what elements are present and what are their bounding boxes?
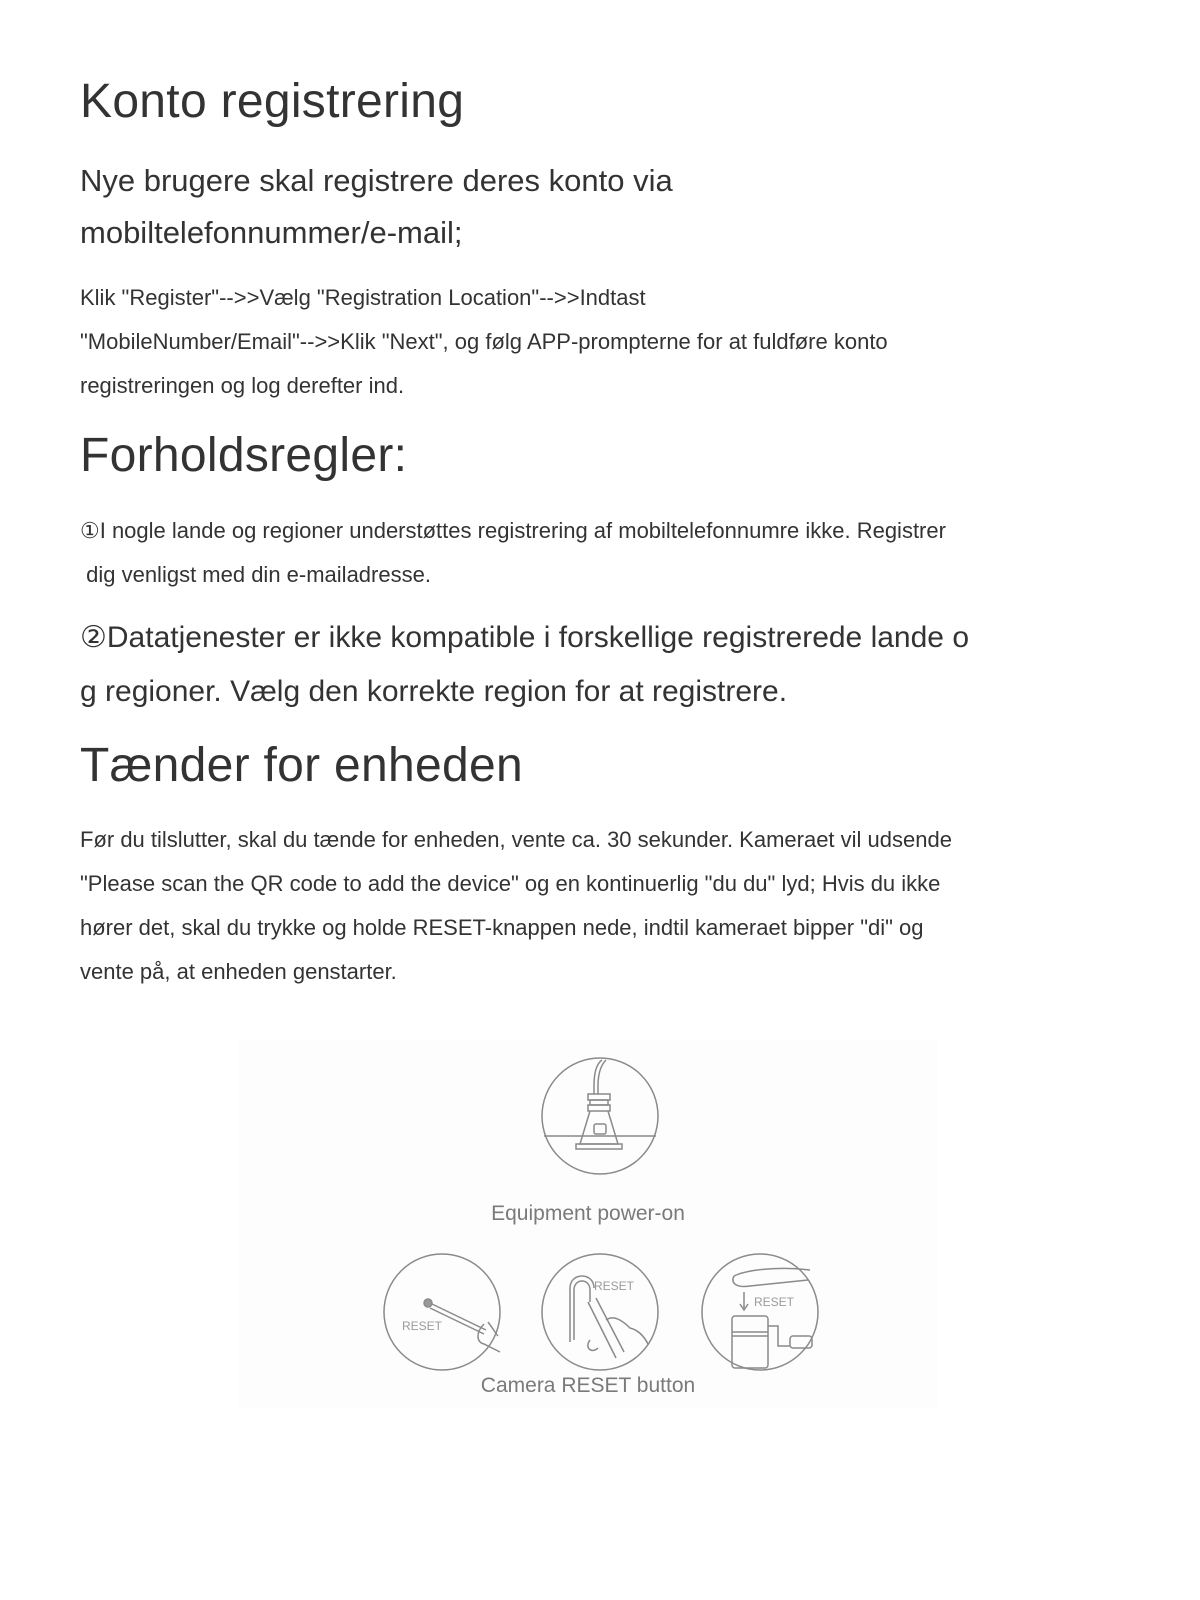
precaution-note-2-line-2: g regioner. Vælg den korrekte region for at registrere. (80, 675, 788, 708)
power-body-line-3: hører det, skal du trykke og holde RESET-knappen nede, indtil kameraet bipper "di" og (80, 915, 924, 940)
reset-label-2: RESET (594, 1279, 635, 1293)
precaution-note-1-line-1: ①I nogle lande og regioner understøttes registrering af mobiltelefonnumre ikke. Registrer (80, 518, 946, 543)
power-body-line-4: vente på, at enheden genstarter. (80, 959, 397, 984)
account-subtitle-line-2: mobiltelefonnummer/e-mail; (80, 215, 463, 250)
power-body-line-2: "Please scan the QR code to add the device" og en kontinuerlig "du du" lyd; Hvis du ikke (80, 871, 941, 896)
precaution-note-1-line-2: dig venligst med din e-mailadresse. (80, 562, 431, 587)
reset-label-3: RESET (754, 1295, 795, 1309)
power-reset-figure (238, 1040, 938, 1408)
caption-power-on: Equipment power-on (491, 1202, 685, 1225)
account-body-line-2: "MobileNumber/Email"-->>Klik "Next", og følg APP-prompterne for at fuldføre konto (80, 329, 888, 354)
account-body-line-1: Klik "Register"-->>Vælg "Registration Location"-->>Indtast (80, 285, 646, 310)
reset-label-1: RESET (402, 1319, 443, 1333)
power-plug-icon (542, 1058, 658, 1174)
precaution-note-2-line-1: ②Datatjenester er ikke kompatible i forskellige registrerede lande o (80, 621, 969, 654)
account-subtitle-line-1: Nye brugere skal registrere deres konto via (80, 163, 673, 198)
camera-reset-icon (702, 1254, 818, 1370)
reset-pin-icon (384, 1254, 500, 1370)
caption-reset-button: Camera RESET button (480, 1374, 696, 1397)
power-body-line-1: Før du tilslutter, skal du tænde for enheden, vente ca. 30 sekunder. Kameraet vil udsende (80, 827, 952, 852)
account-body-line-3: registreringen og log derefter ind. (80, 373, 405, 398)
precautions-title: Forholdsregler: (80, 429, 408, 482)
finger-press-icon (542, 1254, 658, 1370)
power-title: Tænder for enheden (80, 739, 524, 792)
account-title: Konto registrering (80, 75, 465, 128)
